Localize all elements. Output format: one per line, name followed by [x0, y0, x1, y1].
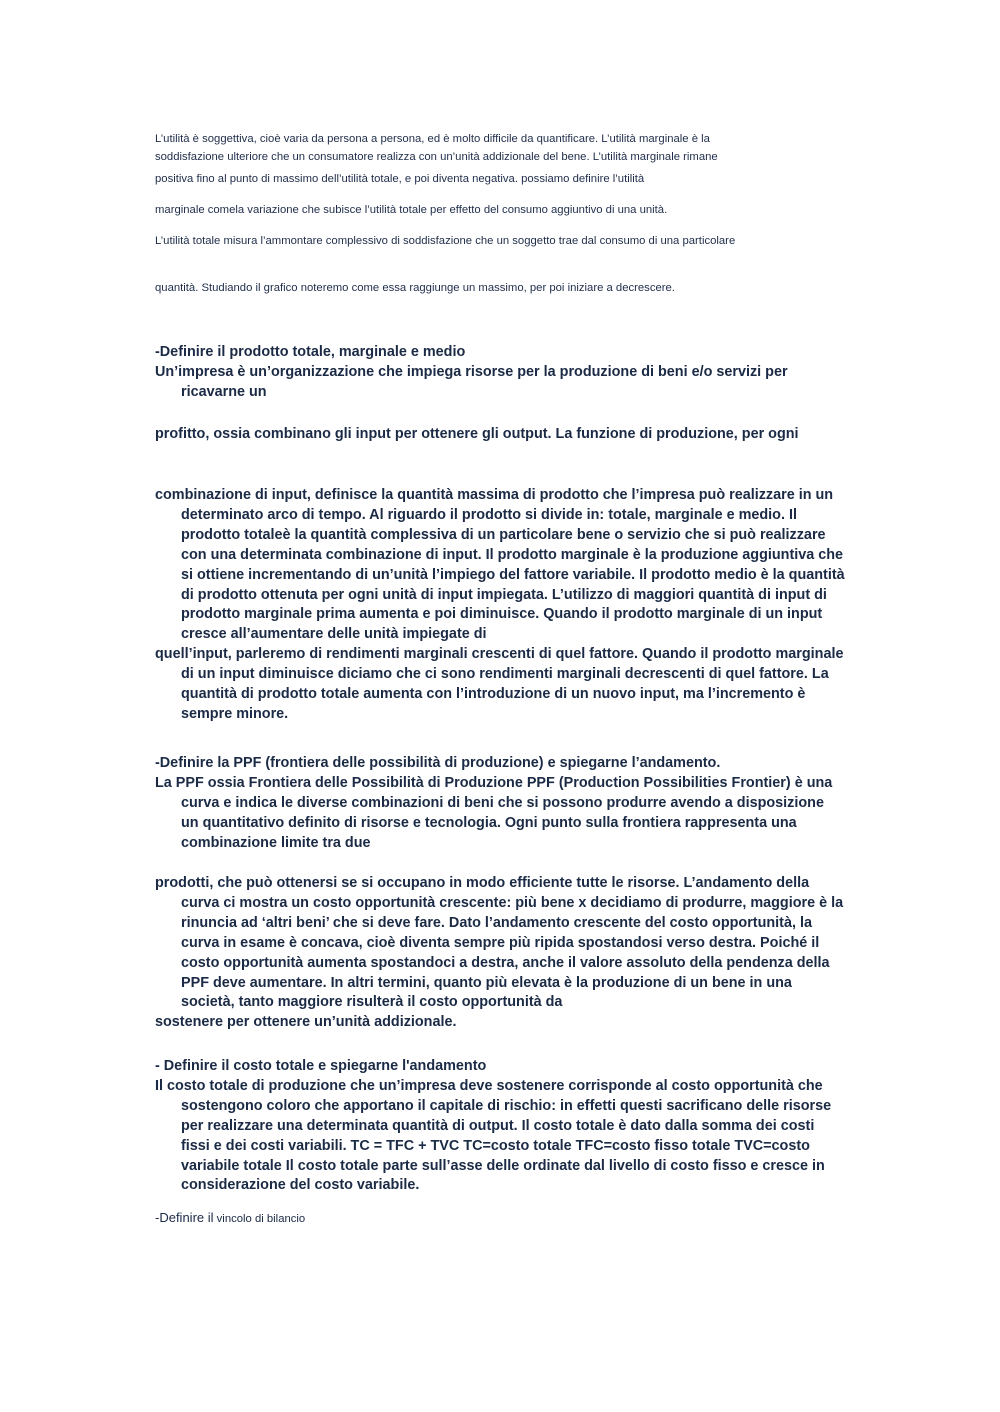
paragraph: prodotti, che può ottenersi se si occupano in modo efficiente tutte le risorse. L’andamento della curva ci mostra un costo opportunità crescente: più bene x decidiamo di produrre, maggiore è la rinuncia ad ‘altri beni’ che si deve fare. Dato l’andamento crescente del costo opportunità, la curva in esame è concava, cioè diventa sempre più ripida spostandosi verso destra. Poiché il costo opportunità aumenta spostandoci a destra, anche il valore assoluto della pendenza della PPF deve aumentare. In altri termini, quanto più elevata è la produzione di un bene in una società, tanto maggiore risulterà il costo opportunità da — [155, 875, 844, 1011]
paragraph: Un’impresa è un’organizzazione che impiega risorse per la produzione di beni e/o servizi per ricavarne un — [155, 363, 788, 400]
paragraph: Il costo totale di produzione che un’impresa deve sostenere corrisponde al costo opportunità che sostengono coloro che apportano il capitale di rischio: in effetti questi sacrificano delle risorse per realizzare una determinata quantità di output. Il costo totale è dato dalla somma dei costi fissi e dei costi variabili. TC = TFC + TVC TC=costo totale TFC=costo fisso totale TVC=costo variabile totale Il costo totale parte sull’asse delle ordinate dal livello di costo fisso e cresce in considerazione del costo variabile. — [155, 1077, 832, 1194]
intro-line-6: quantità. Studiando il grafico noteremo come essa raggiunge un massimo, per poi iniziare a decrescere. — [155, 282, 675, 294]
intro-line-5: L’utilità totale misura l’ammontare complessivo di soddisfazione che un soggetto trae dal consumo di una particolare — [155, 235, 736, 247]
intro-line-2: soddisfazione ulteriore che un consumatore realizza con un’unità addizionale del bene. L’utilità marginale rimane — [155, 151, 718, 163]
paragraph: quell’input, parleremo di rendimenti marginali crescenti di quel fattore. Quando il prodotto marginale di un input diminuisce diciamo che ci sono rendimenti marginali decrescenti di quel fattore. La quantità di prodotto totale aumenta con l’introduzione di un nuovo input, ma l’incremento è sempre minore. — [155, 646, 844, 722]
paragraph: profitto, ossia combinano gli input per ottenere gli output. La funzione di produzione, per ogni — [155, 426, 799, 442]
intro-line-4: marginale comela variazione che subisce l’utilità totale per effetto del consumo aggiuntivo di una unità. — [155, 204, 668, 216]
section-heading: -Definire la PPF (frontiera delle possibilità di produzione) e spiegarne l’andamento. — [155, 755, 721, 771]
section-total-cost — [155, 1057, 845, 1196]
section-heading: -Definire il prodotto totale, marginale e medio — [155, 344, 466, 360]
paragraph: sostenere per ottenere un’unità addizionale. — [155, 1014, 457, 1031]
section-ppf — [155, 754, 845, 854]
section-heading: - Definire il costo totale e spiegarne l'andamento — [155, 1058, 487, 1074]
paragraph: La PPF ossia Frontiera delle Possibilità di Produzione PPF (Production Possibilities Frontier) è una curva e indica le diverse combinazioni di beni che si possono produrre avendo a disposizione un quantitativo definito di risorse e tecnologia. Ogni punto sulla frontiera rappresenta una combinazione limite tra due — [155, 774, 833, 851]
section-production — [155, 343, 845, 403]
section-production-cont-2 — [155, 486, 845, 725]
section-ppf-cont — [155, 874, 845, 1033]
heading-part: vincolo di bilancio — [213, 1213, 306, 1225]
paragraph: combinazione di input, definisce la quantità massima di prodotto che l’impresa può realizzare in un determinato arco di tempo. Al riguardo il prodotto si divide in: totale, marginale e medio. Il prodotto totaleè la quantità complessiva di un particolare bene o servizio che si può realizzare con una determinata combinazione di input. Il prodotto marginale è la produzione aggiuntiva che si ottiene incrementando di un’unità l’impiego del fattore variabile. Il prodotto medio è la quantità di prodotto ottenuta per ogni unità di input impiegata. L’utilizzo di maggiori quantità di input di prodotto marginale prima aumenta e poi diminuisce. Quando il prodotto marginale di un input cresce all’aumentare delle unità impiegate di — [155, 487, 845, 643]
intro-line-1: L’utilità è soggettiva, cioè varia da persona a persona, ed è molto difficile da quantificare. L’utilità marginale è la — [155, 133, 710, 145]
heading-part: -Definire il — [155, 1210, 214, 1225]
intro-line-3: positiva fino al punto di massimo dell’utilità totale, e poi diventa negativa. possiamo definire l’utilità — [155, 173, 645, 185]
section-budget-heading — [155, 1209, 305, 1227]
section-production-cont-1 — [155, 425, 845, 445]
